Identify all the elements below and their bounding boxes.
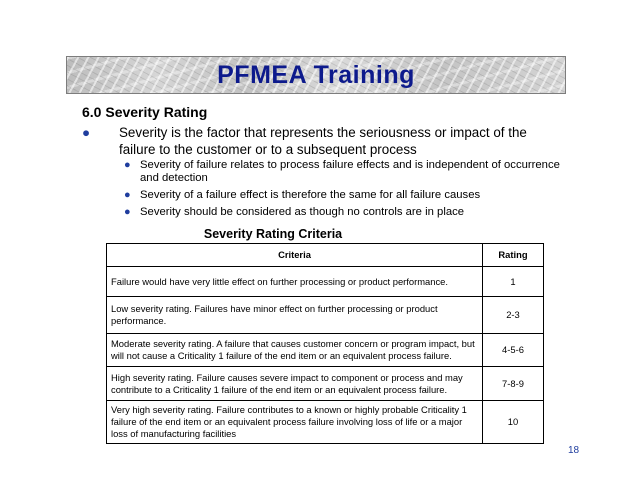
sub-bullet xyxy=(124,189,564,202)
table-row xyxy=(107,297,544,334)
rating-cell: 7-8-9 xyxy=(483,367,544,401)
table-row xyxy=(107,334,544,367)
table-row xyxy=(107,367,544,401)
sub-bullet-text: Severity of a failure effect is therefore the same for all failure causes xyxy=(140,189,481,201)
bullet-icon: ● xyxy=(124,159,131,171)
table-header-row xyxy=(107,244,544,267)
bullet-icon: ● xyxy=(124,206,131,218)
rating-cell: 10 xyxy=(483,401,544,444)
sub-bullet-text: Severity of failure relates to process failure effects and is independent of occurrence and detection xyxy=(140,159,560,184)
bullet-icon: ● xyxy=(124,189,131,201)
main-bullet-text: Severity is the factor that represents the seriousness or impact of the failure to the customer or to a subsequent process xyxy=(119,125,527,157)
table-row xyxy=(107,401,544,444)
criteria-cell: Low severity rating. Failures have minor effect on further processing or product performance. xyxy=(107,297,483,334)
rating-cell: 4-5-6 xyxy=(483,334,544,367)
rating-cell: 1 xyxy=(483,267,544,297)
column-header-rating: Rating xyxy=(483,244,544,267)
title-banner xyxy=(66,56,566,94)
criteria-cell: Moderate severity rating. A failure that causes customer concern or program impact, but will not cause a Criticality 1 failure of the end item or an equivalent process failure. xyxy=(107,334,483,367)
sub-bullet xyxy=(124,159,564,185)
slide-title: PFMEA Training xyxy=(217,61,415,89)
table-row xyxy=(107,267,544,297)
rating-cell: 2-3 xyxy=(483,297,544,334)
sub-bullet-text: Severity should be considered as though no controls are in place xyxy=(140,206,465,218)
page-number: 18 xyxy=(568,445,580,456)
criteria-cell: Very high severity rating. Failure contributes to a known or highly probable Criticality 1 failure of the end item or an equivalent process failure involving loss of life or a major loss of manufacturing facilities xyxy=(107,401,483,444)
criteria-cell: High severity rating. Failure causes severe impact to component or process and may contribute to a Criticality 1 failure of the end item or an equivalent process failure. xyxy=(107,367,483,401)
sub-bullet xyxy=(124,206,564,219)
sub-bullet-list xyxy=(124,159,564,223)
table-title: Severity Rating Criteria xyxy=(203,227,343,241)
section-heading: 6.0 Severity Rating xyxy=(82,104,208,120)
bullet-icon: ● xyxy=(82,125,91,140)
criteria-cell: Failure would have very little effect on further processing or product performance. xyxy=(107,267,483,297)
severity-criteria-table xyxy=(106,243,544,444)
column-header-criteria: Criteria xyxy=(107,244,483,267)
